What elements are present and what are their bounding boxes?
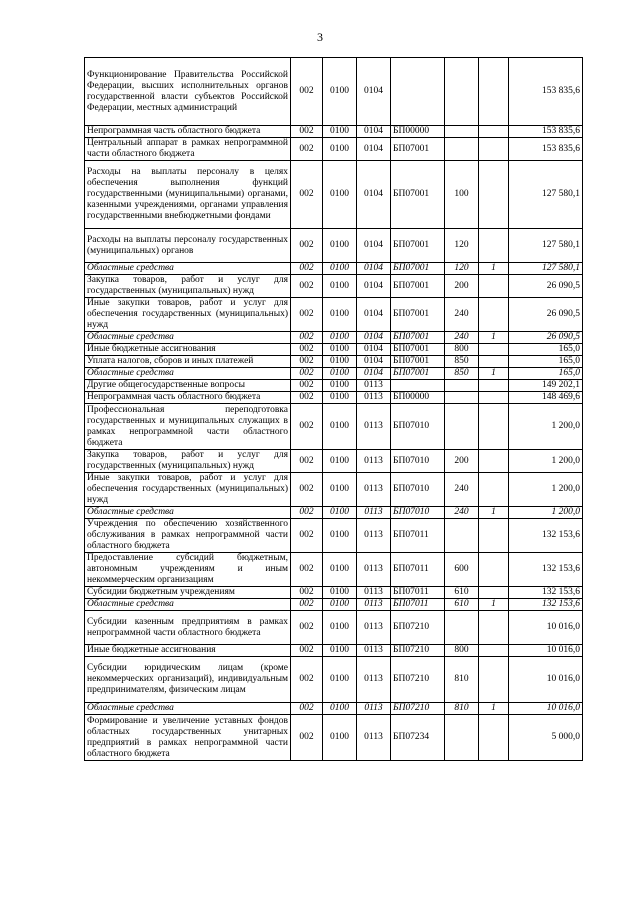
- table-cell-grbs: 002: [291, 611, 323, 645]
- table-cell-source: 1: [479, 263, 509, 275]
- table-cell-source: 1: [479, 599, 509, 611]
- table-cell-grbs: 002: [291, 229, 323, 263]
- table-cell-section: 0100: [323, 703, 357, 715]
- table-cell-section: 0100: [323, 645, 357, 657]
- table-cell-amount: 5 000,0: [509, 715, 583, 761]
- table-cell-amount: 153 835,6: [509, 126, 583, 138]
- table-cell-expense-type: [445, 519, 479, 553]
- table-cell-expense-type: [445, 126, 479, 138]
- table-cell-name: Областные средства: [85, 599, 291, 611]
- table-cell-target-article: БП07210: [391, 645, 445, 657]
- table-cell-target-article: БП07001: [391, 161, 445, 229]
- table-cell-subsection: 0113: [357, 703, 391, 715]
- table-cell-source: [479, 344, 509, 356]
- table-cell-name: Субсидии бюджетным учреждениям: [85, 587, 291, 599]
- table-cell-target-article: БП07001: [391, 298, 445, 332]
- table-cell-source: [479, 275, 509, 298]
- table-cell-grbs: 002: [291, 126, 323, 138]
- table-cell-source: [479, 356, 509, 368]
- table-cell-subsection: 0104: [357, 161, 391, 229]
- table-cell-name: Непрограммная часть областного бюджета: [85, 392, 291, 404]
- table-cell-subsection: 0113: [357, 645, 391, 657]
- table-cell-source: 1: [479, 332, 509, 344]
- table-cell-grbs: 002: [291, 404, 323, 450]
- table-cell-source: [479, 553, 509, 587]
- table-row: [85, 645, 583, 657]
- page-number: 3: [317, 30, 323, 44]
- table-cell-name: Предоставление субсидий бюджетным, автономным учреждениям и иным некоммерческим организациям: [85, 553, 291, 587]
- table-cell-amount: 153 835,6: [509, 138, 583, 161]
- table-cell-grbs: 002: [291, 703, 323, 715]
- table-cell-source: [479, 611, 509, 645]
- table-cell-target-article: БП07234: [391, 715, 445, 761]
- table-cell-section: 0100: [323, 58, 357, 126]
- table-cell-grbs: 002: [291, 380, 323, 392]
- table-cell-name: Иные закупки товаров, работ и услуг для обеспечения государственных (муниципальных) нужд: [85, 298, 291, 332]
- table-cell-target-article: БП07011: [391, 519, 445, 553]
- table-cell-source: [479, 161, 509, 229]
- table-cell-expense-type: 100: [445, 161, 479, 229]
- table-row: [85, 58, 583, 126]
- table-cell-amount: 132 153,6: [509, 519, 583, 553]
- table-cell-name: Уплата налогов, сборов и иных платежей: [85, 356, 291, 368]
- table-cell-section: 0100: [323, 519, 357, 553]
- table-cell-target-article: БП07010: [391, 450, 445, 473]
- table-cell-target-article: БП07010: [391, 404, 445, 450]
- table-cell-amount: 165,0: [509, 356, 583, 368]
- table-cell-subsection: 0104: [357, 332, 391, 344]
- table-cell-name: Областные средства: [85, 507, 291, 519]
- table-cell-target-article: БП07001: [391, 263, 445, 275]
- table-cell-subsection: 0113: [357, 587, 391, 599]
- table-cell-amount: 10 016,0: [509, 703, 583, 715]
- table-cell-grbs: 002: [291, 450, 323, 473]
- table-cell-name: Расходы на выплаты персоналу государственных (муниципальных) органов: [85, 229, 291, 263]
- table-row: [85, 229, 583, 263]
- table-row: [85, 473, 583, 507]
- table-cell-subsection: 0113: [357, 507, 391, 519]
- table-cell-source: [479, 58, 509, 126]
- table-cell-source: [479, 126, 509, 138]
- table-cell-subsection: 0113: [357, 404, 391, 450]
- table-cell-section: 0100: [323, 263, 357, 275]
- table-row: [85, 519, 583, 553]
- table-cell-source: [479, 392, 509, 404]
- table-cell-amount: 10 016,0: [509, 657, 583, 703]
- table-cell-source: [479, 587, 509, 599]
- table-cell-source: [479, 657, 509, 703]
- table-cell-target-article: БП07011: [391, 553, 445, 587]
- table-cell-expense-type: 850: [445, 356, 479, 368]
- table-cell-grbs: 002: [291, 138, 323, 161]
- table-cell-target-article: БП00000: [391, 126, 445, 138]
- table-cell-grbs: 002: [291, 161, 323, 229]
- table-cell-subsection: 0113: [357, 599, 391, 611]
- table-row: [85, 553, 583, 587]
- table-cell-section: 0100: [323, 473, 357, 507]
- table-cell-source: [479, 519, 509, 553]
- table-cell-name: Функционирование Правительства Российской Федерации, высших исполнительных органов государственной власти субъектов Российской Федерации, местных администраций: [85, 58, 291, 126]
- table-cell-target-article: БП00000: [391, 392, 445, 404]
- table-cell-amount: 10 016,0: [509, 645, 583, 657]
- table-cell-name: Другие общегосударственные вопросы: [85, 380, 291, 392]
- table-cell-name: Иные закупки товаров, работ и услуг для обеспечения государственных (муниципальных) нужд: [85, 473, 291, 507]
- table-cell-amount: 1 200,0: [509, 404, 583, 450]
- table-cell-name: Субсидии юридическим лицам (кроме некоммерческих организаций), индивидуальным предпринимателям, физическим лицам: [85, 657, 291, 703]
- table-cell-name: Центральный аппарат в рамках непрограммной части областного бюджета: [85, 138, 291, 161]
- table-cell-section: 0100: [323, 599, 357, 611]
- table-cell-subsection: 0113: [357, 657, 391, 703]
- table-cell-target-article: БП07001: [391, 344, 445, 356]
- table-cell-name: Иные бюджетные ассигнования: [85, 645, 291, 657]
- table-cell-expense-type: [445, 715, 479, 761]
- table-cell-expense-type: [445, 58, 479, 126]
- table-cell-expense-type: 810: [445, 703, 479, 715]
- table-cell-subsection: 0104: [357, 298, 391, 332]
- table-cell-amount: 1 200,0: [509, 507, 583, 519]
- table-cell-grbs: 002: [291, 58, 323, 126]
- table-cell-amount: 10 016,0: [509, 611, 583, 645]
- table-cell-amount: 165,0: [509, 368, 583, 380]
- table-cell-expense-type: 240: [445, 507, 479, 519]
- table-cell-target-article: БП07210: [391, 657, 445, 703]
- table-cell-grbs: 002: [291, 645, 323, 657]
- table-row: [85, 450, 583, 473]
- table-cell-expense-type: 810: [445, 657, 479, 703]
- table-row: [85, 332, 583, 344]
- table-cell-subsection: 0113: [357, 392, 391, 404]
- table-cell-source: [479, 404, 509, 450]
- table-cell-amount: 132 153,6: [509, 553, 583, 587]
- table-cell-name: Формирование и увеличение уставных фондов областных государственных унитарных предприятий в рамках непрограммной части областного бюджета: [85, 715, 291, 761]
- table-cell-amount: 149 202,1: [509, 380, 583, 392]
- table-row: [85, 404, 583, 450]
- table-row: [85, 703, 583, 715]
- table-cell-section: 0100: [323, 392, 357, 404]
- table-cell-source: [479, 473, 509, 507]
- table-cell-name: Субсидии казенным предприятиям в рамках непрограммной части областного бюджета: [85, 611, 291, 645]
- table-cell-source: [479, 645, 509, 657]
- table-cell-grbs: 002: [291, 263, 323, 275]
- table-cell-source: [479, 450, 509, 473]
- table-cell-target-article: БП07010: [391, 507, 445, 519]
- table-row: [85, 507, 583, 519]
- table-cell-section: 0100: [323, 715, 357, 761]
- table-cell-expense-type: [445, 611, 479, 645]
- table-cell-amount: 127 580,1: [509, 263, 583, 275]
- table-cell-amount: 26 090,5: [509, 332, 583, 344]
- table-cell-subsection: 0104: [357, 356, 391, 368]
- table-cell-amount: 26 090,5: [509, 275, 583, 298]
- table-cell-target-article: БП07001: [391, 229, 445, 263]
- table-cell-subsection: 0113: [357, 519, 391, 553]
- table-row: [85, 356, 583, 368]
- table-cell-expense-type: [445, 380, 479, 392]
- table-cell-expense-type: 800: [445, 344, 479, 356]
- table-cell-section: 0100: [323, 404, 357, 450]
- table-cell-section: 0100: [323, 298, 357, 332]
- table-cell-amount: 127 580,1: [509, 229, 583, 263]
- table-cell-grbs: 002: [291, 356, 323, 368]
- table-cell-section: 0100: [323, 138, 357, 161]
- table-cell-name: Иные бюджетные ассигнования: [85, 344, 291, 356]
- table-row: [85, 298, 583, 332]
- table-cell-name: Закупка товаров, работ и услуг для государственных (муниципальных) нужд: [85, 450, 291, 473]
- table-cell-amount: 132 153,6: [509, 599, 583, 611]
- table-row: [85, 263, 583, 275]
- table-row: [85, 380, 583, 392]
- table-cell-expense-type: 240: [445, 332, 479, 344]
- table-cell-grbs: 002: [291, 392, 323, 404]
- table-cell-expense-type: 120: [445, 229, 479, 263]
- table-cell-expense-type: [445, 392, 479, 404]
- table-cell-amount: 1 200,0: [509, 473, 583, 507]
- table-cell-expense-type: 610: [445, 599, 479, 611]
- table-cell-grbs: 002: [291, 657, 323, 703]
- table-cell-source: 1: [479, 703, 509, 715]
- table-cell-section: 0100: [323, 587, 357, 599]
- table-cell-target-article: БП07210: [391, 703, 445, 715]
- table-cell-subsection: 0104: [357, 344, 391, 356]
- table-cell-source: [479, 380, 509, 392]
- table-cell-grbs: 002: [291, 519, 323, 553]
- table-cell-grbs: 002: [291, 715, 323, 761]
- table-cell-amount: 148 469,6: [509, 392, 583, 404]
- table-cell-section: 0100: [323, 356, 357, 368]
- table-cell-amount: 153 835,6: [509, 58, 583, 126]
- table-cell-subsection: 0104: [357, 275, 391, 298]
- table-cell-grbs: 002: [291, 599, 323, 611]
- table-cell-section: 0100: [323, 344, 357, 356]
- table-cell-target-article: БП07001: [391, 332, 445, 344]
- table-cell-target-article: БП07010: [391, 473, 445, 507]
- table-cell-section: 0100: [323, 611, 357, 645]
- table-cell-expense-type: 600: [445, 553, 479, 587]
- table-cell-expense-type: 240: [445, 298, 479, 332]
- table-cell-name: Расходы на выплаты персоналу в целях обеспечения выполнения функций государственными (муниципальными) органами, казенными учреждениями, органами управления государственными внебюджетными фондами: [85, 161, 291, 229]
- table-cell-amount: 127 580,1: [509, 161, 583, 229]
- table-row: [85, 368, 583, 380]
- table-cell-section: 0100: [323, 657, 357, 703]
- table-cell-grbs: 002: [291, 344, 323, 356]
- table-cell-amount: 165,0: [509, 344, 583, 356]
- table-row: [85, 138, 583, 161]
- table-cell-section: 0100: [323, 507, 357, 519]
- table-cell-source: 1: [479, 368, 509, 380]
- table-cell-target-article: БП07210: [391, 611, 445, 645]
- table-cell-target-article: [391, 380, 445, 392]
- table-cell-section: 0100: [323, 229, 357, 263]
- table-cell-target-article: БП07011: [391, 599, 445, 611]
- table-cell-expense-type: 850: [445, 368, 479, 380]
- table-cell-section: 0100: [323, 332, 357, 344]
- table-row: [85, 611, 583, 645]
- table-cell-name: Областные средства: [85, 332, 291, 344]
- table-row: [85, 161, 583, 229]
- table-cell-grbs: 002: [291, 507, 323, 519]
- table-cell-subsection: 0104: [357, 138, 391, 161]
- table-cell-name: Областные средства: [85, 368, 291, 380]
- table-row: [85, 657, 583, 703]
- table-cell-section: 0100: [323, 380, 357, 392]
- table-cell-grbs: 002: [291, 275, 323, 298]
- table-cell-source: [479, 229, 509, 263]
- table-cell-grbs: 002: [291, 587, 323, 599]
- table-cell-subsection: 0104: [357, 58, 391, 126]
- table-cell-section: 0100: [323, 275, 357, 298]
- table-cell-grbs: 002: [291, 332, 323, 344]
- table-cell-subsection: 0113: [357, 715, 391, 761]
- table-cell-amount: 26 090,5: [509, 298, 583, 332]
- table-cell-subsection: 0113: [357, 553, 391, 587]
- table-cell-expense-type: 800: [445, 645, 479, 657]
- table-cell-name: Закупка товаров, работ и услуг для государственных (муниципальных) нужд: [85, 275, 291, 298]
- table-cell-expense-type: 610: [445, 587, 479, 599]
- table-cell-name: Непрограммная часть областного бюджета: [85, 126, 291, 138]
- budget-table: [84, 57, 583, 761]
- table-cell-section: 0100: [323, 553, 357, 587]
- table-cell-expense-type: 240: [445, 473, 479, 507]
- table-cell-section: 0100: [323, 126, 357, 138]
- table-cell-expense-type: 200: [445, 450, 479, 473]
- table-cell-target-article: БП07001: [391, 368, 445, 380]
- table-cell-target-article: БП07011: [391, 587, 445, 599]
- table-cell-subsection: 0113: [357, 380, 391, 392]
- table-row: [85, 392, 583, 404]
- table-cell-expense-type: 200: [445, 275, 479, 298]
- table-cell-source: 1: [479, 507, 509, 519]
- table-cell-amount: 1 200,0: [509, 450, 583, 473]
- table-row: [85, 599, 583, 611]
- table-cell-subsection: 0104: [357, 368, 391, 380]
- table-cell-subsection: 0104: [357, 263, 391, 275]
- table-cell-expense-type: [445, 138, 479, 161]
- table-row: [85, 587, 583, 599]
- table-cell-name: Учреждения по обеспечению хозяйственного обслуживания в рамках непрограммной части областного бюджета: [85, 519, 291, 553]
- table-cell-name: Областные средства: [85, 263, 291, 275]
- table-cell-target-article: БП07001: [391, 138, 445, 161]
- table-cell-expense-type: [445, 404, 479, 450]
- table-cell-subsection: 0104: [357, 229, 391, 263]
- table-cell-source: [479, 138, 509, 161]
- table-cell-grbs: 002: [291, 368, 323, 380]
- table-row: [85, 344, 583, 356]
- table-cell-section: 0100: [323, 450, 357, 473]
- table-row: [85, 715, 583, 761]
- table-cell-source: [479, 715, 509, 761]
- table-cell-grbs: 002: [291, 298, 323, 332]
- table-row: [85, 275, 583, 298]
- table-row: [85, 126, 583, 138]
- table-cell-expense-type: 120: [445, 263, 479, 275]
- table-cell-grbs: 002: [291, 553, 323, 587]
- table-cell-subsection: 0113: [357, 611, 391, 645]
- table-cell-target-article: [391, 58, 445, 126]
- table-cell-target-article: БП07001: [391, 275, 445, 298]
- table-cell-section: 0100: [323, 368, 357, 380]
- table-cell-grbs: 002: [291, 473, 323, 507]
- table-cell-amount: 132 153,6: [509, 587, 583, 599]
- table-cell-section: 0100: [323, 161, 357, 229]
- table-cell-name: Профессиональная переподготовка государственных и муниципальных служащих в рамках непрограммной части областного бюджета: [85, 404, 291, 450]
- table-cell-target-article: БП07001: [391, 356, 445, 368]
- table-cell-subsection: 0113: [357, 450, 391, 473]
- table-cell-source: [479, 298, 509, 332]
- table-cell-name: Областные средства: [85, 703, 291, 715]
- table-cell-subsection: 0113: [357, 473, 391, 507]
- table-cell-subsection: 0104: [357, 126, 391, 138]
